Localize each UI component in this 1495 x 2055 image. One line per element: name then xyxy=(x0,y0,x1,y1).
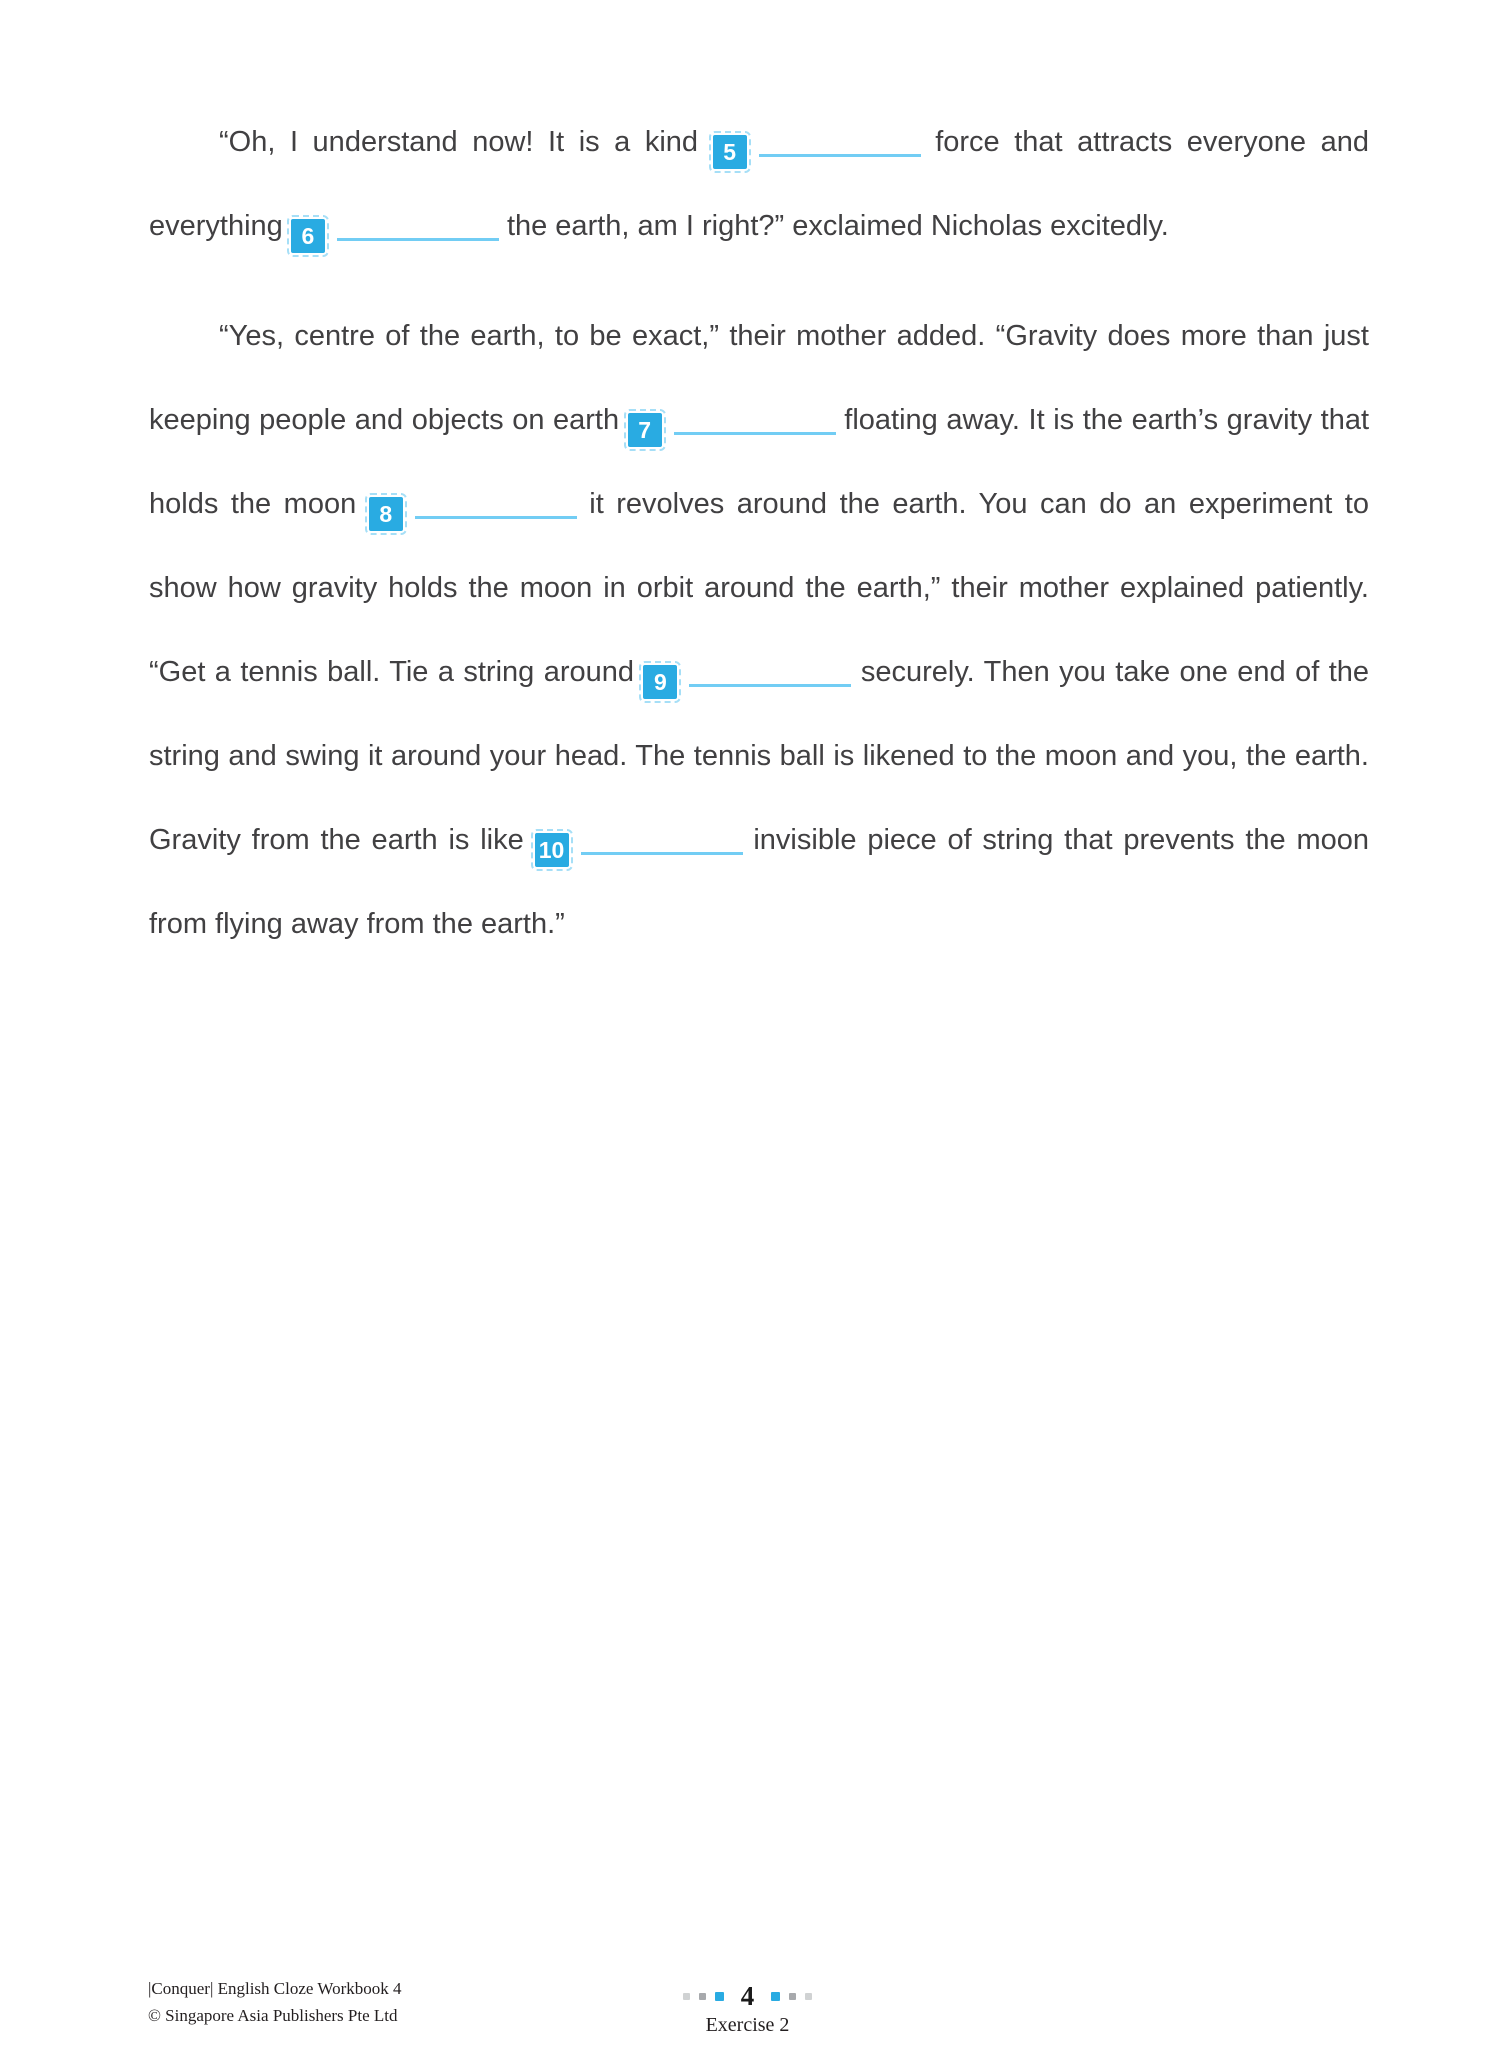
blank-number-badge-7: 7 xyxy=(628,413,662,447)
page-number-row xyxy=(683,1981,813,2012)
text-segment: the earth, am I right?” exclaimed Nicholas excitedly. xyxy=(506,210,1169,242)
text-segment: “Yes, centre of the earth, to be exact,” their mother added. “Gravity does more than just keeping people and objects on earth xyxy=(149,320,1369,436)
ornament-flower-icon xyxy=(771,1992,780,2001)
exercise-label: Exercise 2 xyxy=(705,2014,790,2036)
ornament-dot-icon xyxy=(683,1993,690,2000)
blank-number-badge-6: 6 xyxy=(291,219,325,253)
ornament-dot-icon xyxy=(805,1993,812,2000)
blank-number-badge-8: 8 xyxy=(369,497,403,531)
paragraph-2 xyxy=(149,294,1369,966)
footer-book-title: |Conquer| English Cloze Workbook 4 xyxy=(148,1979,402,1999)
ornament-dot-icon xyxy=(789,1993,796,2000)
cloze-blank-10 xyxy=(535,824,743,863)
page-number: 4 xyxy=(740,1981,755,2011)
ornament-flower-icon xyxy=(715,1992,724,2001)
answer-line-5 xyxy=(759,139,921,157)
answer-line-8 xyxy=(415,501,577,519)
answer-line-10 xyxy=(581,837,743,855)
answer-line-7 xyxy=(674,417,836,435)
cloze-blank-6 xyxy=(291,210,499,249)
footer-copyright: © Singapore Asia Publishers Pte Ltd xyxy=(148,2005,398,2025)
paragraph-1 xyxy=(149,100,1369,268)
cloze-passage xyxy=(0,0,1495,966)
answer-line-6 xyxy=(337,223,499,241)
blank-number-badge-9: 9 xyxy=(643,665,677,699)
blank-number-badge-5: 5 xyxy=(713,135,747,169)
cloze-blank-8 xyxy=(369,488,577,527)
text-segment: force that attracts everyone and everything xyxy=(149,126,1369,242)
cloze-blank-7 xyxy=(628,404,836,443)
text-segment: floating away. It is the earth’s gravity that holds the moon xyxy=(149,404,1370,520)
text-segment: it revolves around the earth. You can do an experiment to show how gravity holds the moon in orbit around the earth,” their mother explained patiently. “Get a tennis ball. Tie a string around xyxy=(149,488,1369,688)
text-segment: “Oh, I understand now! It is a kind xyxy=(219,126,699,158)
text-segment: invisible piece of string that prevents the moon from flying away from the earth.” xyxy=(149,824,1370,940)
footer-page-indicator xyxy=(0,1981,1495,2037)
cloze-blank-9 xyxy=(643,656,851,695)
blank-number-badge-10: 10 xyxy=(535,833,569,867)
ornament-dot-icon xyxy=(699,1993,706,2000)
cloze-blank-5 xyxy=(713,126,921,165)
answer-line-9 xyxy=(689,669,851,687)
text-segment: securely. Then you take one end of the string and swing it around your head. The tennis ball is likened to the moon and you, the earth. Gravity from the earth is like xyxy=(149,656,1370,856)
